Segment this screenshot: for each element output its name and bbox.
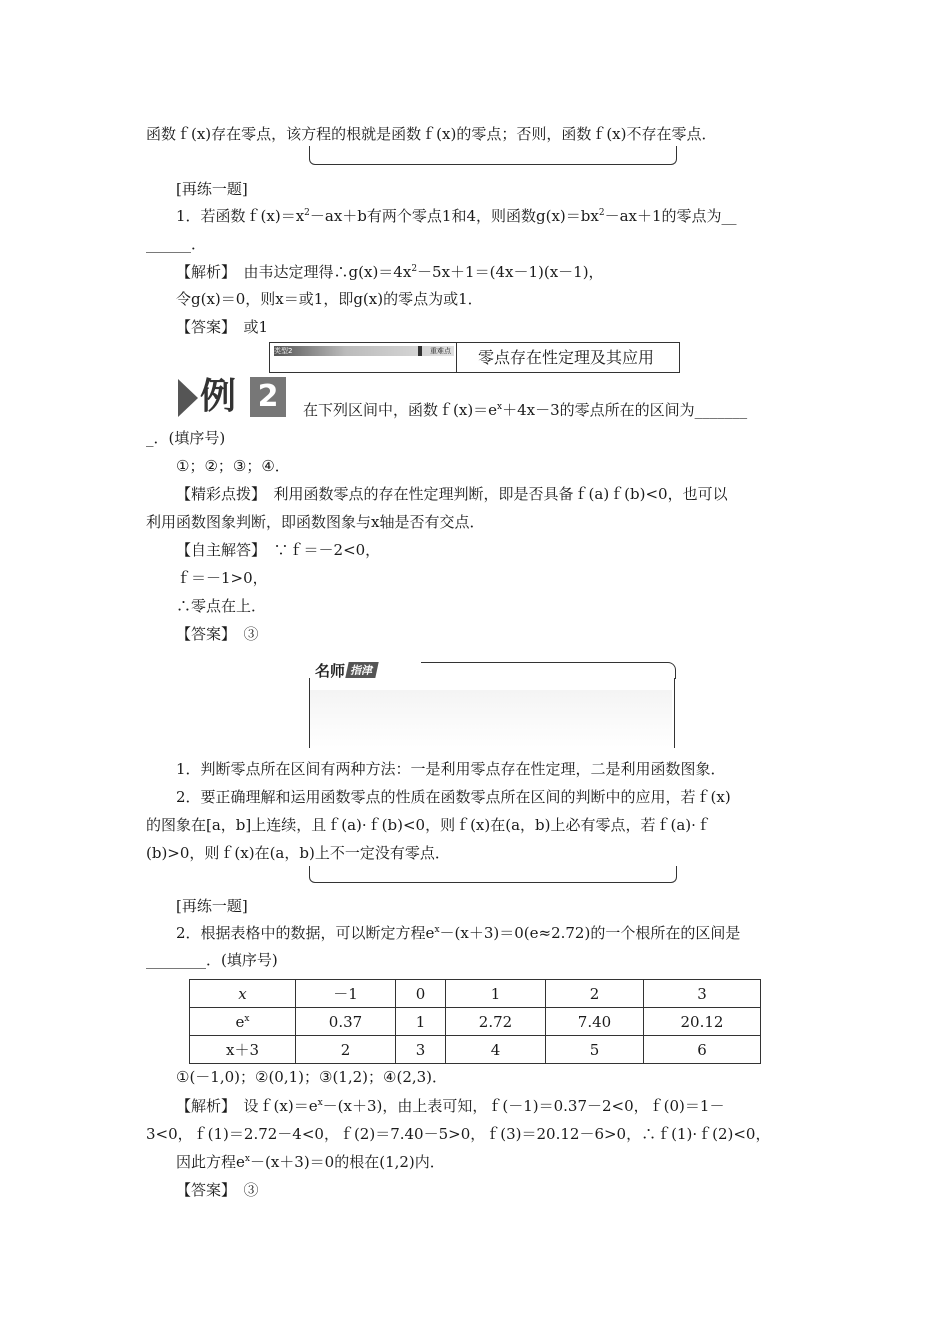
difficulty-tag: 重难点 — [430, 347, 451, 355]
box-bottom-border — [309, 146, 677, 165]
teacher-box-frame — [309, 678, 675, 748]
question-2-line-1: 2．根据表格中的数据，可以断定方程$e^x-(x+3)=0(e\approx 2.72)$的一个根所在的区间是 — [176, 924, 741, 942]
solve-label: 【自主解答】 — [176, 541, 259, 559]
answer-label: 【答案】 — [176, 318, 229, 336]
strip-bar — [418, 346, 422, 356]
example-question: 在下列区间中，函数$f(x)=e^x+4x-3$的零点所在的区间为_______ — [303, 401, 748, 419]
example-options: ①；②；③；④． — [176, 457, 290, 475]
table-cell: 1 — [396, 1008, 446, 1036]
table-cell: 1 — [446, 980, 546, 1008]
solve-line-1: 【自主解答】 ∵ｆ＝－2<0， — [176, 541, 381, 559]
teacher-note-box — [309, 660, 675, 748]
question-2-explanation-1: 【解析】 设$f(x)=e^x-(x+3)$，由上表可知，ｆ(－1)＝0.37－2<0，ｆ(0)＝1－ — [176, 1097, 725, 1115]
example-badge — [178, 377, 288, 417]
example-char: 例 — [200, 376, 237, 417]
banner-divider — [456, 343, 457, 372]
explanation-label: 【解析】 — [176, 263, 229, 281]
teacher-note-1: 1．判断零点所在区间有两种方法：一是利用零点存在性定理，二是利用函数图象． — [176, 760, 726, 778]
question-2-line-2: ________．(填序号) — [146, 951, 278, 969]
question-1-line-1: 1．若函数$f(x)=x^2-ax+b$有两个零点1和4，则函数$g(x)=bx^2-ax+1$的零点为__ — [176, 207, 737, 225]
answer-label: 【答案】 — [176, 625, 229, 643]
question-1-explanation: 【解析】 由韦达定理得$\therefore g(x)=4x^2-5x+1=(4x-1)(x-1)$， — [176, 263, 604, 281]
box-bottom-border — [309, 866, 677, 883]
hint-line-2: 利用函数图象判断，即函数图象与x轴是否有交点． — [146, 513, 485, 531]
table-cell: 2 — [296, 1036, 396, 1064]
question-1-blank: ______． — [146, 235, 207, 253]
table-cell: 2 — [546, 980, 644, 1008]
hint-line-1: 【精彩点拨】 利用函数零点的存在性定理判断，即是否具备ｆ(a)ｆ(b)<0，也可以 — [176, 485, 728, 503]
type-strip — [274, 346, 454, 356]
type-title: 零点存在性定理及其应用 — [478, 348, 655, 367]
table-cell: －1 — [296, 980, 396, 1008]
example-answer: 【答案】 ③ — [176, 625, 259, 643]
solve-line-2: ｆ＝－1>0， — [176, 569, 268, 587]
table-cell: 7.40 — [546, 1008, 644, 1036]
teacher-note-2c: (b)>0，则ｆ(x)在(a，b)上不一定没有零点． — [146, 844, 450, 862]
question-2-options: ①(－1,0)；②(0,1)；③(1,2)；④(2,3)． — [176, 1068, 448, 1086]
question-1-answer: 【答案】 或1 — [176, 318, 269, 336]
type-tag: 类型2 — [274, 347, 293, 355]
teacher-box-topline — [421, 662, 676, 679]
data-table — [189, 979, 761, 1064]
example-number: 2 — [250, 377, 286, 417]
table-cell: 6 — [644, 1036, 761, 1064]
arrow-icon — [178, 379, 198, 417]
question-2-answer: 【答案】 ③ — [176, 1181, 259, 1199]
solve-line-3: ∴零点在上． — [176, 597, 267, 615]
paragraph-zero-existence: 函数ｆ(x)存在零点，该方程的根就是函数ｆ(x)的零点；否则，函数ｆ(x)不存在零点． — [146, 125, 717, 143]
table-row — [190, 1008, 761, 1036]
type-banner — [269, 342, 680, 373]
answer-label: 【答案】 — [176, 1181, 229, 1199]
teacher-note-2b: 的图象在[a，b]上连续，且ｆ(a)·ｆ(b)<0，则ｆ(x)在(a，b)上必有零点，若ｆ(a)·ｆ — [146, 816, 711, 834]
table-cell: 0 — [396, 980, 446, 1008]
table-row — [190, 1036, 761, 1064]
table-cell: x＋3 — [190, 1036, 296, 1064]
hint-label: 【精彩点拨】 — [176, 485, 259, 503]
teacher-note-2a: 2．要正确理解和运用函数零点的性质在函数零点所在区间的判断中的应用，若ｆ(x) — [176, 788, 731, 806]
table-cell: 5 — [546, 1036, 644, 1064]
teacher-label: 名师 指津 — [315, 660, 377, 680]
practice-title: [再练一题] — [176, 180, 248, 198]
practice-title-2: [再练一题] — [176, 897, 248, 915]
question-1-explanation-2: 令g(x)＝0，则x＝或1，即g(x)的零点为或1． — [176, 290, 483, 308]
table-cell: 0.37 — [296, 1008, 396, 1036]
example-question-cont: _．(填序号) — [146, 429, 226, 447]
question-2-explanation-2: 3<0，ｆ(1)＝2.72－4<0，ｆ(2)＝7.40－5>0，ｆ(3)＝20.12－6>0，∴ｆ(1)·ｆ(2)<0， — [146, 1125, 771, 1143]
table-cell: 20.12 — [644, 1008, 761, 1036]
question-2-explanation-3: 因此方程$e^x-(x+3)=0$的根在(1,2)内． — [176, 1153, 445, 1171]
table-cell: 2.72 — [446, 1008, 546, 1036]
table-row — [190, 980, 761, 1008]
table-cell: $e^x$ — [190, 1008, 296, 1036]
table-cell: 3 — [644, 980, 761, 1008]
table-cell: x — [190, 980, 296, 1008]
table-cell: 3 — [396, 1036, 446, 1064]
table-cell: 4 — [446, 1036, 546, 1064]
explanation-label: 【解析】 — [176, 1097, 229, 1115]
